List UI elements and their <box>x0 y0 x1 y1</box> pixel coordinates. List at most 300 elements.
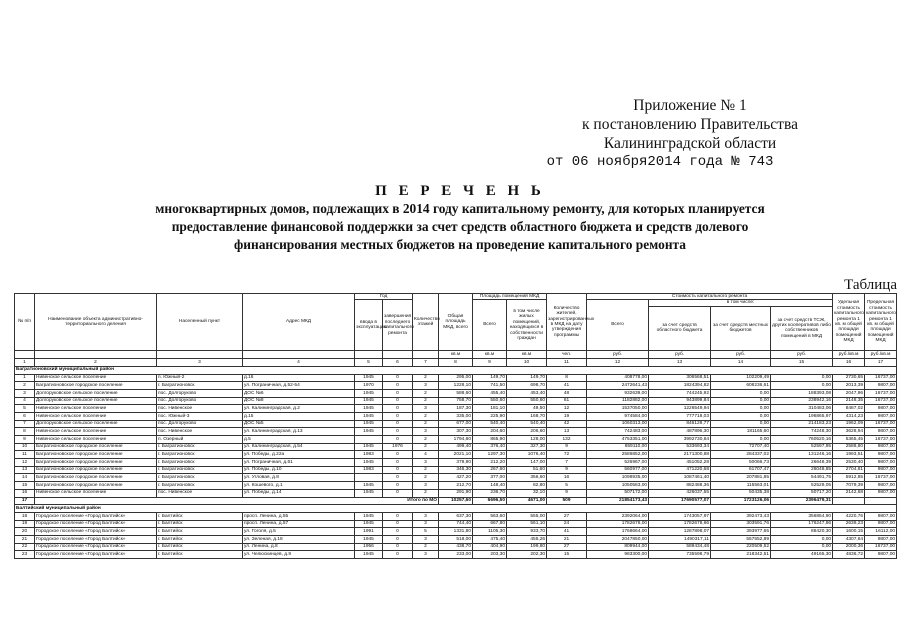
table-cell: 2530,40 <box>833 459 865 467</box>
column-index-cell: 10 <box>507 358 547 366</box>
unit-cell <box>35 350 157 358</box>
table-cell: 741,50 <box>473 382 507 390</box>
table-cell <box>355 436 383 444</box>
table-cell: 19 <box>547 412 587 420</box>
table-cell: 1 <box>15 374 35 382</box>
table-cell: 0 <box>383 551 413 559</box>
unit-cell: кв.м <box>473 350 507 358</box>
table-cell: 18 <box>15 512 35 520</box>
table-cell: 560977,00 <box>587 466 649 474</box>
subtotal-cell: 17690577,07 <box>649 497 711 505</box>
subtotal-cell: 4671,00 <box>507 497 547 505</box>
table-row <box>15 428 897 436</box>
table-cell: 9807,00 <box>865 382 897 390</box>
table-cell: 206,60 <box>507 428 547 436</box>
table-cell: 204,60 <box>473 428 507 436</box>
table-cell: 0 <box>383 397 413 405</box>
table-cell: пос. Нивенское <box>157 489 243 497</box>
table-row <box>15 397 897 405</box>
subtotal-cell: 1723126,06 <box>711 497 771 505</box>
table-cell: 52529,05 <box>771 482 833 490</box>
table-cell: 0 <box>383 474 413 482</box>
table-cell: 28048,85 <box>771 466 833 474</box>
table-cell: 291,90 <box>439 489 473 497</box>
table-cell: 983300,00 <box>587 551 649 559</box>
table-cell: 453,40 <box>507 389 547 397</box>
table-cell: 88420,30 <box>771 528 833 536</box>
table-cell: 1945 <box>355 482 383 490</box>
table-row <box>15 489 897 497</box>
table-cell: 561,10 <box>507 520 547 528</box>
table-cell: 533693,34 <box>649 443 711 451</box>
table-cell: г. Балтийск <box>157 543 243 551</box>
table-cell: г. Балтийск <box>157 512 243 520</box>
table-cell: Багратионовское городское поселение <box>35 474 157 482</box>
table-cell: 52597,95 <box>771 443 833 451</box>
table-cell: 735598,79 <box>649 551 711 559</box>
table-cell: 0,00 <box>711 412 771 420</box>
table-cell: 667,80 <box>473 520 507 528</box>
table-cell: 2 <box>413 489 439 497</box>
table-cell: 1945 <box>355 512 383 520</box>
table-cell: 393977,65 <box>711 528 771 536</box>
table-cell: 1490317,11 <box>649 535 711 543</box>
table-cell: 1098935,00 <box>587 474 649 482</box>
table-cell: г. Багратионовск <box>157 443 243 451</box>
table-cell: ул. Победы, д.10 <box>243 466 355 474</box>
table-cell: Долгоруковское сельское поселение <box>35 389 157 397</box>
table-cell: 72707,40 <box>711 443 771 451</box>
table-cell: 438,70 <box>439 543 473 551</box>
table-cell: 0 <box>383 535 413 543</box>
table-cell: ул. Угловая, д.8 <box>243 474 355 482</box>
table-cell: п. Южный-2 <box>157 374 243 382</box>
table-cell: 471220,68 <box>649 466 711 474</box>
table-cell: пос. Нивенское <box>157 405 243 413</box>
table-cell: 3 <box>413 512 439 520</box>
header-cost-group: Стоимость капитального ремонта <box>587 294 833 300</box>
table-cell: пос. Южный-3 <box>157 412 243 420</box>
table-cell: 181165,60 <box>711 428 771 436</box>
table-cell: 376,40 <box>473 443 507 451</box>
unit-cell <box>383 350 413 358</box>
table-cell: г. Багратионовск <box>157 482 243 490</box>
table-cell: 8487,02 <box>833 405 865 413</box>
table-cell: 48 <box>547 389 587 397</box>
table-cell: 0,00 <box>771 374 833 382</box>
table-cell: 1945 <box>355 489 383 497</box>
header-residents: Количество жителей, зарегистрированных в МКД на дату утверждения программы <box>547 294 587 351</box>
table-cell: 3 <box>413 520 439 528</box>
table-cell: 218342,51 <box>711 551 771 559</box>
table-cell: 176247,86 <box>771 520 833 528</box>
table-cell: 526967,00 <box>587 459 649 467</box>
table-cell: 50066,73 <box>711 459 771 467</box>
table-cell: 9807,00 <box>865 459 897 467</box>
table-cell: 267,60 <box>473 466 507 474</box>
table-cell: 16737,00 <box>865 397 897 405</box>
table-cell: 220509,52 <box>711 543 771 551</box>
table-cell: 507172,00 <box>587 489 649 497</box>
header-total-area: Общая площадь МКД, всего <box>439 294 473 351</box>
table-cell: 214183,23 <box>771 420 833 428</box>
table-cell: 9 <box>547 443 587 451</box>
header-municipality: Наименование объекта административно-территориального деления <box>35 294 157 351</box>
table-cell: 1105,30 <box>473 528 507 536</box>
table-cell: 1956 <box>355 543 383 551</box>
unit-cell: кв.м <box>507 350 547 358</box>
table-cell: 392473,43 <box>711 512 771 520</box>
table-cell: 4 <box>15 397 35 405</box>
table-row <box>15 451 897 459</box>
table-cell: 408778,00 <box>587 374 649 382</box>
table-cell: Городское поселение «Город Балтийск» <box>35 543 157 551</box>
table-cell: ул. Калининградская, д.13 <box>243 428 355 436</box>
table-cell: 0,00 <box>711 389 771 397</box>
table-row <box>15 520 897 528</box>
table-row <box>15 420 897 428</box>
table-cell: 3 <box>413 405 439 413</box>
table-cell: Долгоруковское сельское поселение <box>35 397 157 405</box>
table-cell: 2 <box>15 382 35 390</box>
table-cell: 9 <box>15 436 35 444</box>
table-cell: 233,00 <box>439 551 473 559</box>
table-cell: 455,26 <box>507 535 547 543</box>
table-cell: 149,70 <box>473 374 507 382</box>
table-cell: 2639,23 <box>833 520 865 528</box>
table-cell: 3 <box>413 482 439 490</box>
table-cell: 0 <box>383 528 413 536</box>
table-cell: 9 <box>547 466 587 474</box>
table-cell: 540,40 <box>473 420 507 428</box>
table-cell: 5912,85 <box>833 474 865 482</box>
table-cell: 196865,97 <box>771 412 833 420</box>
header-settlement: Населенный пункт <box>157 294 243 351</box>
table-row <box>15 512 897 520</box>
unit-cell: кв.м <box>439 350 473 358</box>
table-cell: Нивенское сельское поселение <box>35 428 157 436</box>
index-row <box>15 358 897 366</box>
table-row <box>15 543 897 551</box>
table-cell: 637,30 <box>439 512 473 520</box>
table-cell: 21 <box>15 535 35 543</box>
table-cell: 865,90 <box>473 436 507 444</box>
table-cell: 181,10 <box>473 405 507 413</box>
subtotal-row <box>15 497 897 505</box>
table-cell: 475,40 <box>473 535 507 543</box>
table-cell: 943899,84 <box>649 397 711 405</box>
table-cell: Нивенское сельское поселение <box>35 436 157 444</box>
table-cell: 16 <box>547 474 587 482</box>
table-row <box>15 535 897 543</box>
table-cell: просп. Ленина, д.57 <box>243 520 355 528</box>
table-row <box>15 474 897 482</box>
table-cell: ул. Кошевого, д.1 <box>243 482 355 490</box>
table-cell: 346,30 <box>439 466 473 474</box>
column-index-cell: 17 <box>865 358 897 366</box>
table-cell: 5 <box>413 528 439 536</box>
table-cell: 1945 <box>355 520 383 528</box>
table-cell: г. Балтийск <box>157 520 243 528</box>
table-cell: 12 <box>15 459 35 467</box>
table-cell: 0,00 <box>771 535 833 543</box>
appendix-line-1: Приложение № 1 <box>633 97 747 114</box>
table-cell: 451052,28 <box>649 459 711 467</box>
table-cell: 2 <box>413 420 439 428</box>
table-cell: 5 <box>15 405 35 413</box>
table-cell: 356854,90 <box>771 512 833 520</box>
table-cell: 2047,96 <box>833 389 865 397</box>
appendix-block <box>546 96 820 172</box>
table-cell: 16737,00 <box>865 543 897 551</box>
table-cell: 1945 <box>355 374 383 382</box>
table-cell: г. Балтийск <box>157 535 243 543</box>
table-cell: 1087461,40 <box>649 474 711 482</box>
table-cell: г. Багратионовск <box>157 459 243 467</box>
table-cell: 50435,38 <box>711 489 771 497</box>
column-index-cell: 3 <box>157 358 243 366</box>
table-cell: 356,60 <box>507 474 547 482</box>
table-cell: 1782678,00 <box>587 520 649 528</box>
units-row <box>15 350 897 358</box>
table-cell: Городское поселение «Город Балтийск» <box>35 528 157 536</box>
table-cell: 1060313,00 <box>587 420 649 428</box>
table-cell: 2000,36 <box>833 543 865 551</box>
table-cell: 2730,65 <box>833 374 865 382</box>
table-row <box>15 482 897 490</box>
unit-cell <box>355 350 383 358</box>
table-cell: 2 <box>413 466 439 474</box>
table-cell: 10 <box>15 443 35 451</box>
column-index-cell: 2 <box>35 358 157 366</box>
table-cell: 3 <box>413 551 439 559</box>
table-row <box>15 405 897 413</box>
table-cell: 882488,36 <box>649 482 711 490</box>
table-cell: 809944,00 <box>587 543 649 551</box>
table-cell: 1945 <box>355 551 383 559</box>
table-cell: 1976 <box>383 443 413 451</box>
table-cell: 131246,16 <box>771 451 833 459</box>
table-cell: 41 <box>547 382 587 390</box>
table-cell: ДОС №5 <box>243 420 355 428</box>
table-cell: п. Озерный <box>157 436 243 444</box>
column-index-cell: 13 <box>649 358 711 366</box>
table-cell: 19 <box>15 520 35 528</box>
table-row <box>15 412 897 420</box>
column-index-cell: 6 <box>383 358 413 366</box>
table-cell: 24 <box>547 520 587 528</box>
table-cell: 21 <box>547 535 587 543</box>
table-cell: Городское поселение «Город Балтийск» <box>35 551 157 559</box>
column-index-cell: 14 <box>711 358 771 366</box>
table-cell: 307,30 <box>439 428 473 436</box>
table-cell: 2 <box>413 412 439 420</box>
table-cell: 379,90 <box>439 459 473 467</box>
table-cell: 9807,00 <box>865 535 897 543</box>
table-cell: 15 <box>15 482 35 490</box>
table-cell: Нивенское сельское поселение <box>35 405 157 413</box>
table-cell: 9807,00 <box>865 405 897 413</box>
table-cell: 487896,30 <box>649 428 711 436</box>
table-cell: 225,90 <box>473 412 507 420</box>
table-cell: 499,40 <box>439 443 473 451</box>
table-cell: 1824394,82 <box>649 382 711 390</box>
table-cell: 128,00 <box>507 436 547 444</box>
table-cell: 20 <box>15 528 35 536</box>
table-cell: 1537050,00 <box>587 405 649 413</box>
header-num: № п/п <box>15 294 35 351</box>
table-cell: 1970 <box>355 382 383 390</box>
table-cell: 3 <box>413 428 439 436</box>
table-cell: г. Багратионовск <box>157 474 243 482</box>
table-cell: Городское поселение «Город Балтийск» <box>35 512 157 520</box>
table-cell: 777718,03 <box>649 412 711 420</box>
table-cell: 4314,23 <box>833 412 865 420</box>
column-index-cell: 11 <box>547 358 587 366</box>
table-cell: 0 <box>383 489 413 497</box>
unit-cell <box>157 350 243 358</box>
table-cell: 0 <box>383 436 413 444</box>
table-cell: 41 <box>547 528 587 536</box>
table-cell: 203,30 <box>473 551 507 559</box>
table-cell: 9 <box>547 489 587 497</box>
table-cell: 2472641,43 <box>587 382 649 390</box>
table-cell: 32,10 <box>507 489 547 497</box>
subtotal-cell <box>865 497 897 505</box>
table-cell: ДОС №6 <box>243 389 355 397</box>
table-cell: 518,00 <box>439 535 473 543</box>
table-cell: 7 <box>15 420 35 428</box>
table-cell: 4307,64 <box>833 535 865 543</box>
table-cell: 12 <box>547 405 587 413</box>
table-cell: 550,60 <box>473 397 507 405</box>
unit-cell: руб. <box>711 350 771 358</box>
table-cell: 9807,00 <box>865 428 897 436</box>
document-subtitle: многоквартирных домов, подлежащих в 2014 году капитальному ремонту, для которых планируется предоставление финансовой поддержки за счет средств областного бюджета и средств долевого финансирования местных бюджетов на проведение капитального ремонта <box>155 201 765 252</box>
header-area-group: Площадь помещений МКД <box>473 294 547 300</box>
table-cell: 8 <box>547 374 587 382</box>
table-cell: 677,00 <box>439 420 473 428</box>
table-cell: 13 <box>15 466 35 474</box>
column-index-cell: 7 <box>413 358 439 366</box>
subtotal-num: 17 <box>15 497 35 505</box>
header-area-total: Всего <box>473 300 507 350</box>
table-cell: пос. Долгоруково <box>157 389 243 397</box>
table-cell: 2 <box>413 443 439 451</box>
table-cell: Нивенское сельское поселение <box>35 412 157 420</box>
header-cost-owners: за счет средств ТСЖ, других кооперативов либо собственников помещений в МКД <box>771 306 833 350</box>
table-cell: 2 <box>413 374 439 382</box>
table-row <box>15 389 897 397</box>
table-cell: ул. Зеленая, д.18 <box>243 535 355 543</box>
table-cell: 0,00 <box>771 543 833 551</box>
table-cell: 3992730,84 <box>649 436 711 444</box>
header-cost-total: Всего <box>587 300 649 350</box>
table-cell: 212,70 <box>439 482 473 490</box>
table-cell: 49,50 <box>507 405 547 413</box>
unit-cell: чел. <box>547 350 587 358</box>
table-cell: 16737,00 <box>865 474 897 482</box>
table-cell: 760520,16 <box>771 436 833 444</box>
table-cell: 188393,08 <box>771 389 833 397</box>
header-max-cost: Предельная стоимость капитального ремонта 1 кв. м общей площади помещений МКД <box>865 294 897 351</box>
header-unit-cost: Удельная стоимость капитального ремонта 1 кв. м общей площади помещений МКД <box>833 294 865 351</box>
table-cell: 5 <box>547 482 587 490</box>
table-cell: 102209,49 <box>711 374 771 382</box>
table-cell: 1743057,97 <box>649 512 711 520</box>
header-address: Адрес МКД <box>243 294 355 351</box>
table-cell: 0 <box>383 482 413 490</box>
table-cell: 744245,92 <box>649 389 711 397</box>
table-cell: 16737,00 <box>865 436 897 444</box>
table-cell: 608236,61 <box>711 382 771 390</box>
table-cell: 9807,00 <box>865 466 897 474</box>
table-cell: 132 <box>547 436 587 444</box>
subtotal-cell: 2396479,31 <box>771 497 833 505</box>
table-row <box>15 436 897 444</box>
table-cell: 659110,00 <box>587 443 649 451</box>
table-cell: 0,00 <box>711 420 771 428</box>
table-cell: 2 <box>413 436 439 444</box>
table-cell: 54491,75 <box>771 474 833 482</box>
table-cell: 1782678,66 <box>649 520 711 528</box>
table-cell: Городское поселение «Город Балтийск» <box>35 535 157 543</box>
table-cell: 2 <box>413 474 439 482</box>
table-cell: 22 <box>15 543 35 551</box>
table-body <box>15 366 897 558</box>
table-cell: 0 <box>383 405 413 413</box>
subtotal-cell: 509 <box>547 497 587 505</box>
table-cell: 0 <box>383 420 413 428</box>
unit-cell: руб. <box>587 350 649 358</box>
table-cell: Нивенское сельское поселение <box>35 374 157 382</box>
table-row <box>15 374 897 382</box>
table-cell: 2586852,00 <box>587 451 649 459</box>
table-cell: ул. Калининградская, д.54 <box>243 443 355 451</box>
table-cell: 2142,68 <box>833 489 865 497</box>
table-cell: 9807,00 <box>865 520 897 528</box>
unit-cell: руб./кв.м <box>865 350 897 358</box>
table-cell: 61 <box>547 397 587 405</box>
table-cell: 0 <box>383 428 413 436</box>
table-cell: 933,70 <box>507 528 547 536</box>
table-cell: 7 <box>547 459 587 467</box>
table-cell: 3 <box>15 389 35 397</box>
table-cell: 72 <box>547 451 587 459</box>
table-cell: 3628,94 <box>833 428 865 436</box>
table-cell: 0,00 <box>711 405 771 413</box>
table-cell: 588,60 <box>439 389 473 397</box>
table-cell: 0 <box>383 512 413 520</box>
table-cell: 168,70 <box>507 412 547 420</box>
table-cell: 0 <box>383 520 413 528</box>
table-cell: 147,00 <box>507 459 547 467</box>
table-cell: 0 <box>383 374 413 382</box>
table-cell: г. Багратионовск <box>157 382 243 390</box>
table-cell: 974584,00 <box>587 412 649 420</box>
table-cell: 1945 <box>355 459 383 467</box>
table-cell: 327,30 <box>507 443 547 451</box>
table-cell: Багратионовское городское поселение <box>35 466 157 474</box>
unit-cell: руб. <box>649 350 711 358</box>
table-cell: 115563,01 <box>711 482 771 490</box>
table-cell: 1600,15 <box>833 528 865 536</box>
table-cell: 3 <box>413 459 439 467</box>
table-cell: 758,70 <box>439 397 473 405</box>
column-index-cell: 15 <box>771 358 833 366</box>
header-cost-local: за счет средств местных бюджетов <box>711 306 771 350</box>
section-row-baltiysk <box>15 505 897 513</box>
